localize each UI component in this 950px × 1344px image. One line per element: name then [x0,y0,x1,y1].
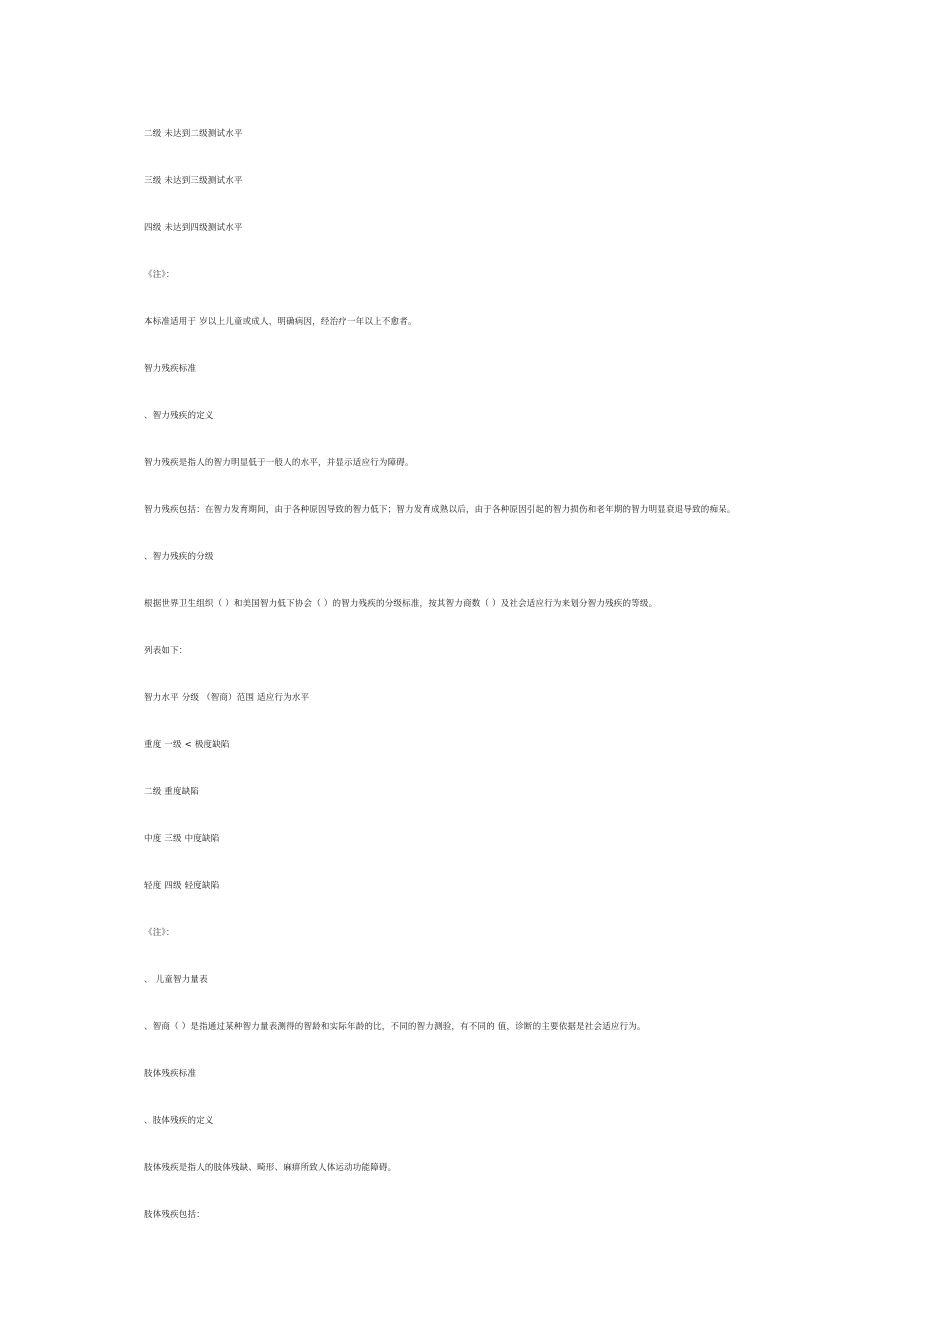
text-line: 智力残疾包括：在智力发育期间，由于各种原因导致的智力低下；智力发育成熟以后，由于各种原因引起的智力损伤和老年期的智力明显衰退导致的痴呆。 [144,505,736,515]
note-label: 《注》： [144,270,175,280]
text-line: 、 儿童智力量表 [144,975,208,985]
table-row-line: 中度 三级 中度缺陷 [144,834,220,844]
text-line: 肢体残疾包括： [144,1210,205,1220]
text-line: 肢体残疾是指人的肢体残缺、畸形、麻痹所致人体运动功能障碍。 [144,1163,397,1173]
text-line: 列表如下： [144,646,188,656]
table-row-line: 轻度 四级 轻度缺陷 [144,881,220,891]
subsection-heading: 、智力残疾的定义 [144,411,214,421]
table-header-line: 智力水平 分级 （智商）范围 适应行为水平 [144,693,310,703]
text-line: 本标准适用于 岁以上儿童或成人，明确病因，经治疗一年以上不愈者。 [144,317,417,327]
note-label: 《注》： [144,928,175,938]
section-heading: 智力残疾标准 [144,364,197,374]
text-line: 三级 未达到三级测试水平 [144,176,243,186]
subsection-heading: 、肢体残疾的定义 [144,1116,214,1126]
section-heading: 肢体残疾标准 [144,1069,197,1079]
table-row-line: 二级 重度缺陷 [144,787,200,797]
table-row-line: 重度 一级 < 极度缺陷 [144,740,230,750]
text-line: 四级 未达到四级测试水平 [144,223,243,233]
subsection-heading: 、智力残疾的分级 [144,552,214,562]
text-line: 智力残疾是指人的智力明显低于一般人的水平，并显示适应行为障碍。 [144,458,414,468]
text-line: 、智商（ ）是指通过某种智力量表测得的智龄和实际年龄的比，不同的智力测验，有不同的 值，诊断的主要依据是社会适应行为。 [144,1022,646,1032]
text-line: 根据世界卫生组织（ ）和美国智力低下协会（ ）的智力残疾的分级标准，按其智力商数（ ）及社会适应行为来划分智力残疾的等级。 [144,599,658,609]
text-line: 二级 未达到二级测试水平 [144,129,243,139]
